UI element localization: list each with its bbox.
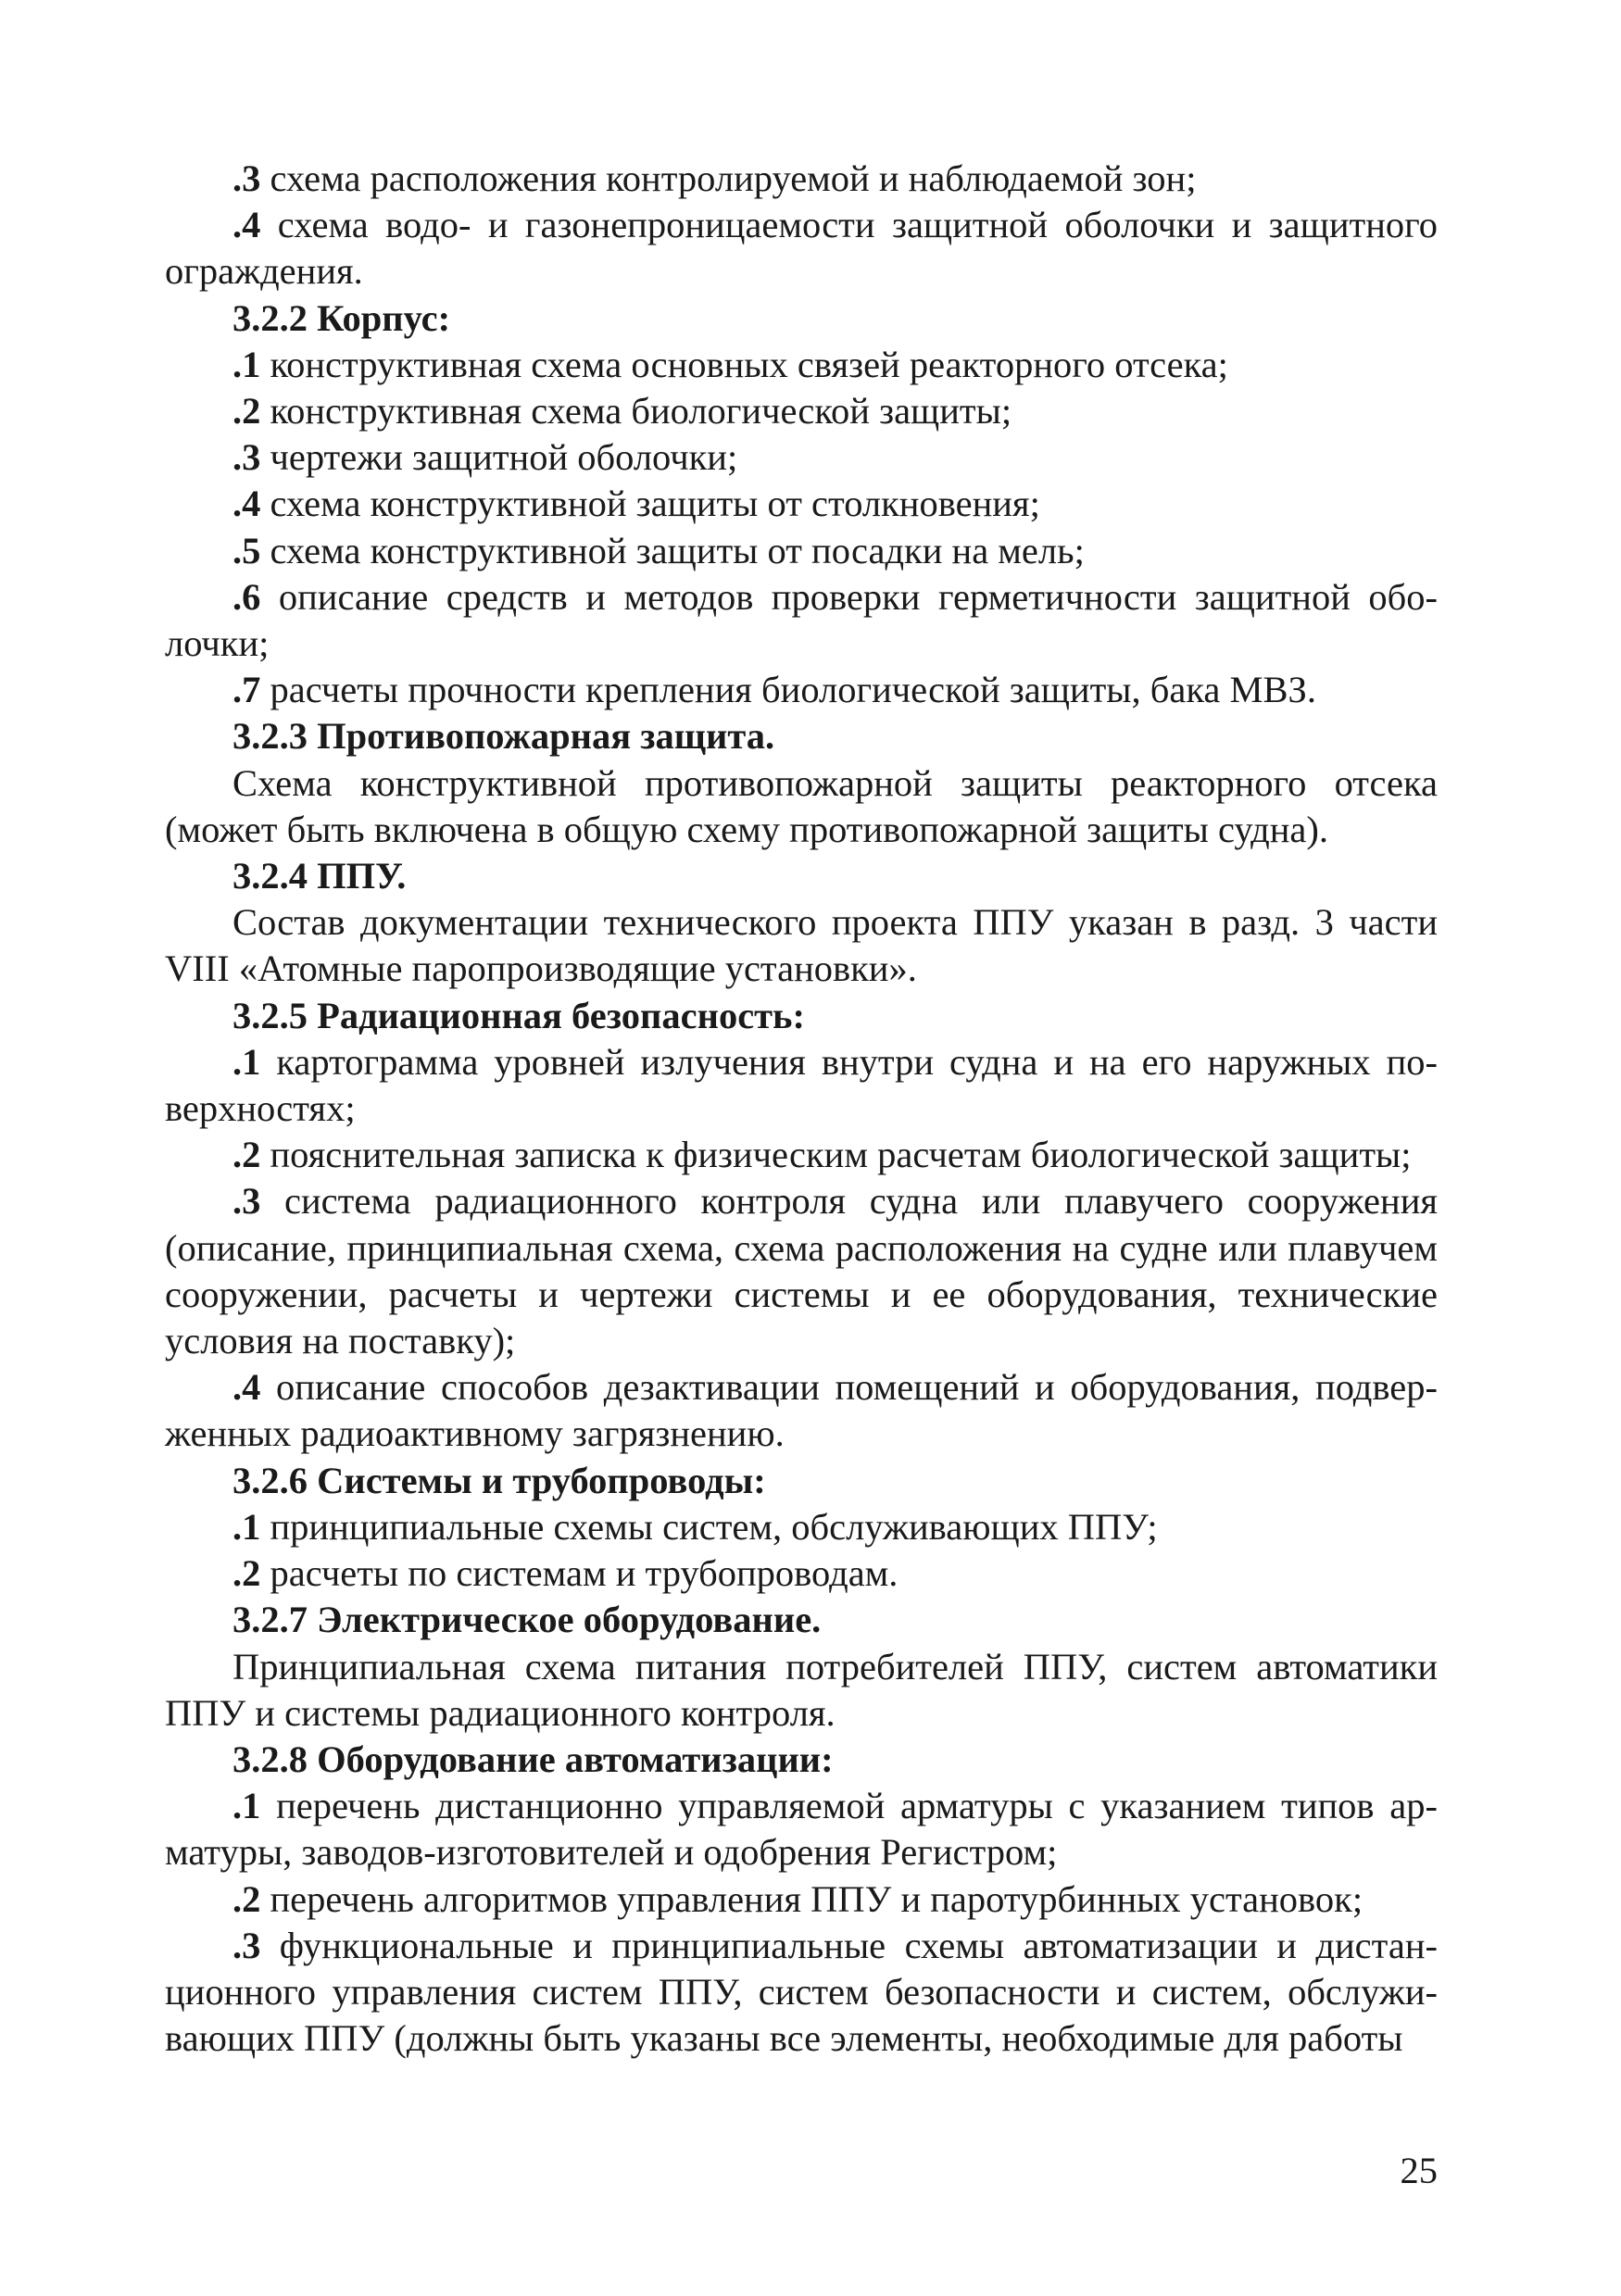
item-text: расчеты по системам и трубопроводам. xyxy=(260,1552,898,1595)
section-heading: 3.2.5 Радиационная безопасность: xyxy=(232,994,805,1036)
list-item xyxy=(165,202,1438,295)
list-item xyxy=(165,156,1438,202)
section-heading: 3.2.3 Противопожарная защита. xyxy=(232,715,775,758)
list-item xyxy=(165,528,1438,574)
item-number: .5 xyxy=(232,529,261,571)
list-item xyxy=(165,481,1438,527)
item-text: схема конструктивной защиты от посадки на мель; xyxy=(260,529,1085,571)
list-item xyxy=(165,1504,1438,1550)
item-number: .3 xyxy=(232,1180,261,1223)
item-text: перечень дистанционно управляемой арматуры с указанием типов арматуры, заводов-изготовителей и одобрения Регистром; xyxy=(165,1785,1438,1874)
item-number: .4 xyxy=(232,204,261,246)
section-heading: 3.2.2 Корпус: xyxy=(232,296,451,339)
list-item xyxy=(165,574,1438,667)
section-heading: 3.2.8 Оборудование автоматизации: xyxy=(232,1738,834,1780)
paragraph: Принципиальная схема питания потребителей ППУ, систем автоматики ППУ и системы радиационного контроля. xyxy=(165,1645,1438,1734)
item-number: .1 xyxy=(232,343,261,385)
item-text: схема расположения контролируемой и наблюдаемой зон; xyxy=(260,157,1197,199)
item-text: схема конструктивной защиты от столкновения; xyxy=(260,483,1040,525)
list-item xyxy=(165,1783,1438,1876)
list-item xyxy=(165,1923,1438,2063)
item-text: чертежи защитной оболочки; xyxy=(260,436,738,479)
section-heading: 3.2.6 Системы и трубопроводы: xyxy=(232,1459,766,1501)
item-text: перечень алгоритмов управления ППУ и паротурбинных установок; xyxy=(260,1877,1363,1920)
item-number: .2 xyxy=(232,1877,261,1920)
item-number: .2 xyxy=(232,1552,261,1595)
item-text: конструктивная схема основных связей реакторного отсека; xyxy=(260,343,1228,385)
item-number: .7 xyxy=(232,669,261,711)
item-number: .6 xyxy=(232,575,261,618)
item-text: система радиационного контроля судна или плавучего сооружения (описание, принципиальная схема, схема расположения на судне или плавучем сооружении, расчеты и чертежи системы и ее оборудования, технические условия на поставку); xyxy=(165,1180,1438,1362)
item-number: .4 xyxy=(232,1366,261,1409)
item-number: .1 xyxy=(232,1785,261,1827)
item-number: .2 xyxy=(232,390,261,433)
item-text: описание способов дезактивации помещений и оборудования, подверженных радиоактивному загрязнению. xyxy=(165,1366,1438,1455)
list-item xyxy=(165,434,1438,481)
item-number: .3 xyxy=(232,436,261,479)
page-number: 25 xyxy=(1400,2150,1438,2191)
item-number: .2 xyxy=(232,1134,261,1176)
item-number: .3 xyxy=(232,1924,261,1966)
item-text: конструктивная схема биологической защиты; xyxy=(260,390,1012,433)
item-number: .1 xyxy=(232,1505,261,1548)
item-text: функциональные и принципиальные схемы автоматизации и дистанционного управления систем ППУ, систем безопасности и систем, обслуживающих ППУ (должны быть указаны все элементы, необходимые для работы xyxy=(165,1924,1438,2060)
item-text: картограмма уровней излучения внутри судна и на его наружных поверхностях; xyxy=(165,1040,1438,1130)
item-text: описание средств и методов проверки герметичности защитной оболочки; xyxy=(165,575,1438,665)
list-item xyxy=(165,388,1438,434)
section-heading: 3.2.7 Электрическое оборудование. xyxy=(232,1599,822,1641)
list-item xyxy=(165,1550,1438,1597)
item-number: .1 xyxy=(232,1040,261,1083)
list-item xyxy=(165,1178,1438,1364)
section-heading: 3.2.4 ППУ. xyxy=(232,855,407,897)
item-text: схема водо- и газонепроницаемости защитной оболочки и защитного ограждения. xyxy=(165,204,1438,293)
list-item xyxy=(165,1039,1438,1132)
list-item xyxy=(165,342,1438,388)
item-number: .4 xyxy=(232,483,261,525)
item-number: .3 xyxy=(232,157,261,199)
list-item xyxy=(165,1364,1438,1457)
list-item xyxy=(165,1876,1438,1923)
list-item xyxy=(165,667,1438,713)
item-text: расчеты прочности крепления биологической защиты, бака МВЗ. xyxy=(260,669,1316,711)
item-text: пояснительная записка к физическим расчетам биологической защиты; xyxy=(260,1134,1412,1176)
list-item xyxy=(165,1132,1438,1178)
item-text: принципиальные схемы систем, обслуживающих ППУ; xyxy=(260,1505,1158,1548)
paragraph: Состав документации технического проекта ППУ указан в разд. 3 части VIII «Атомные паропроизводящие установки». xyxy=(165,901,1438,990)
page-text-body xyxy=(165,156,1438,2062)
paragraph: Схема конструктивной противопожарной защиты реакторного отсека (может быть включена в общую схему противопожарной защиты судна). xyxy=(165,761,1438,850)
